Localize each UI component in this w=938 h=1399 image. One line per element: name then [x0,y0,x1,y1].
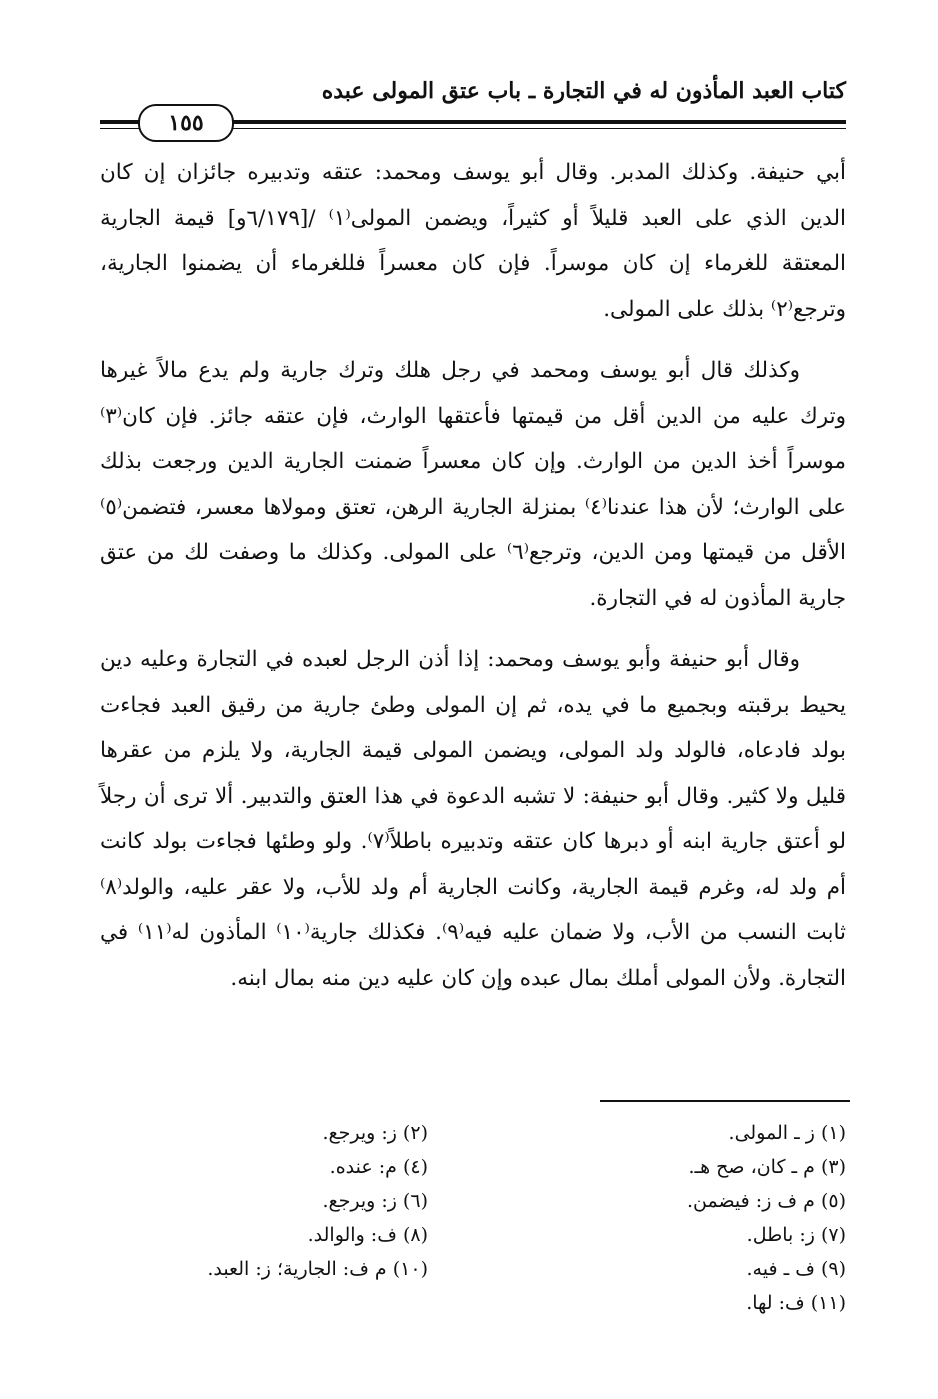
main-text [100,150,846,1017]
footnote: (٥) م ف ز: فيضمن. [686,1190,846,1212]
footnote: (١) ز ـ المولى. [728,1122,846,1144]
footnote-separator [600,1100,850,1102]
footnote: (٢) ز: ويرجع. [322,1122,428,1144]
paragraph: وكذلك قال أبو يوسف ومحمد في رجل هلك وترك جارية ولم يدع مالاً غيرها وترك عليه من الدين أقل من قيمتها فأعتقها الوارث، فإن عتقه جائز. فإن كان⁽٣⁾ موسراً أخذ الدين من الوارث. وإن كان معسراً ضمنت الجارية الدين ورجعت بذلك على الوارث؛ لأن هذا عندنا⁽٤⁾ بمنزلة الجارية الرهن، تعتق ومولاها معسر، فتضمن⁽٥⁾ الأقل من قيمتها ومن الدين، وترجع⁽٦⁾ على المولى. وكذلك ما وصفت لك من عتق جارية المأذون له في التجارة. [100,358,846,611]
footnotes [100,1116,846,1320]
footnote: (١٠) م ف: الجارية؛ ز: العبد. [207,1258,428,1280]
footnote: (٦) ز: ويرجع. [322,1190,428,1212]
footnote: (٧) ز: باطل. [746,1224,846,1246]
footnote: (١١) ف: لها. [746,1292,846,1314]
running-head: كتاب العبد المأذون له في التجارة ـ باب عتق المولى عبده [321,78,846,104]
footnote: (٩) ف ـ فيه. [746,1258,846,1280]
page-number: ١٥٥ [138,104,234,142]
footnote: (٣) م ـ كان، صح هـ. [688,1156,846,1178]
paragraph: وقال أبو حنيفة وأبو يوسف ومحمد: إذا أذن الرجل لعبده في التجارة وعليه دين يحيط برقبته وبجميع ما في يده، ثم إن المولى وطئ جارية من رقيق العبد فجاءت بولد فادعاه، فالولد ولد المولى، ويضمن المولى قيمة الجارية، ولا يلزم من عقرها قليل ولا كثير. وقال أبو حنيفة: لا تشبه الدعوة في هذا العتق والتدبير. ألا ترى أن رجلاً لو أعتق جارية ابنه أو دبرها كان عتقه وتدبيره باطلاً⁽٧⁾. ولو وطئها فجاءت بولد كانت أم ولد له، وغرم قيمة الجارية، وكانت الجارية أم ولد للأب، ولا عقر عليه، والولد⁽٨⁾ ثابت النسب من الأب، ولا ضمان عليه فيه⁽٩⁾. فكذلك جارية⁽١٠⁾ المأذون له⁽١١⁾ في التجارة. ولأن المولى أملك بمال عبده وإن كان عليه دين منه بمال ابنه. [100,647,847,991]
footnote: (٨) ف: والوالد. [307,1224,428,1246]
footnote: (٤) م: عنده. [329,1156,428,1178]
paragraph: أبي حنيفة. وكذلك المدبر. وقال أبو يوسف ومحمد: عتقه وتدبيره جائزان إن كان الدين الذي على العبد قليلاً أو كثيراً، ويضمن المولى⁽١⁾ /[٦/١٧٩و] قيمة الجارية المعتقة للغرماء إن كان موسراً. فإن كان معسراً فللغرماء أن يضمنوا الجارية، وترجع⁽٢⁾ بذلك على المولى. [100,160,847,322]
